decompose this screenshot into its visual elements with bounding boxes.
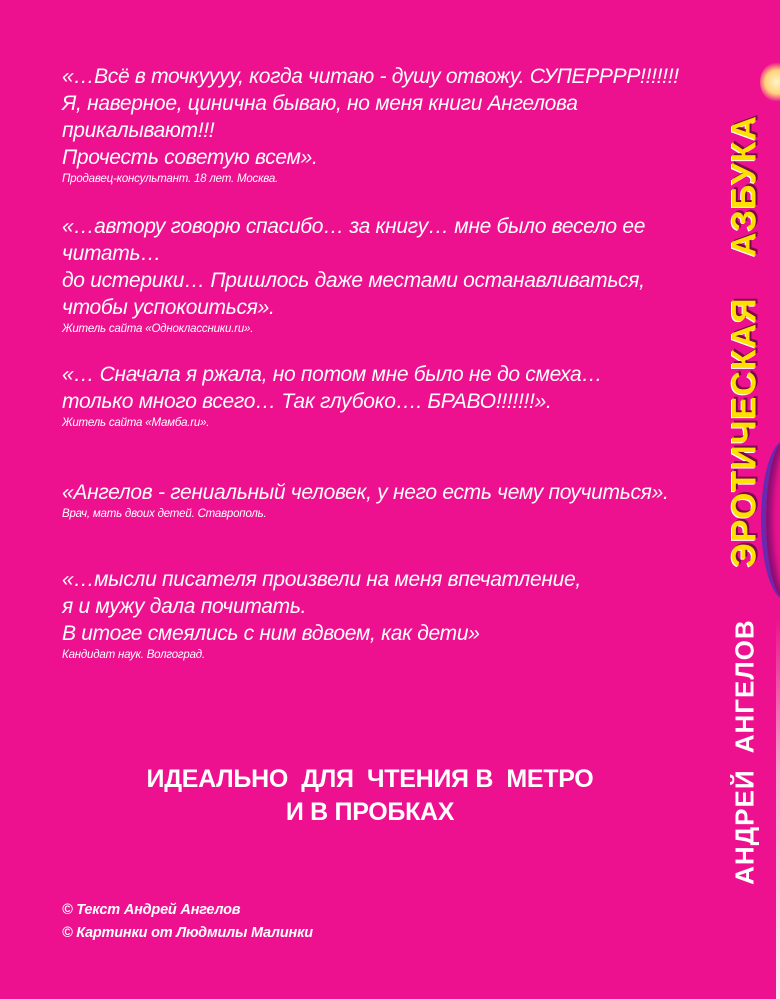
review-quote xyxy=(62,479,702,521)
quote-author: Житель сайта «Мамба.ru». xyxy=(62,417,210,429)
credit-text: © Текст Андрей Ангелов xyxy=(62,902,241,918)
quote-text: «…мысли писателя произвели на меня впечатление, я и мужу дала почитать. В итоге смеялись с ним вдвоем, как дети» xyxy=(62,568,581,645)
credit-pictures: © Картинки от Людмилы Малинки xyxy=(62,925,313,941)
slogan-line-1: ИДЕАЛЬНО ДЛЯ ЧТЕНИЯ В МЕТРО xyxy=(146,765,594,793)
review-quote xyxy=(62,213,702,336)
quote-text: «… Сначала я ржала, но потом мне было не до смеха… только много всего… Так глубоко…. БРАВО!!!!!!!». xyxy=(62,363,603,413)
quote-author: Кандидат наук. Волгоград. xyxy=(62,649,205,661)
slogan xyxy=(90,763,650,829)
copyright-credits xyxy=(62,899,313,945)
spine-text xyxy=(725,115,764,885)
quote-author: Житель сайта «Одноклассники.ru». xyxy=(62,323,254,335)
review-quote xyxy=(62,361,702,430)
spine-author: АНДРЕЙ АНГЕЛОВ xyxy=(729,618,759,885)
quote-text: «…автору говорю спасибо… за книгу… мне было весело ее читать… до истерики… Пришлось даже местами останавливаться, чтобы успокоиться». xyxy=(62,215,646,319)
slogan-line-2: И В ПРОБКАХ xyxy=(285,798,455,826)
quote-author: Продавец-консультант. 18 лет. Москва. xyxy=(62,173,279,185)
quote-author: Врач, мать двоих детей. Ставрополь. xyxy=(62,508,267,520)
spine-title: ЭРОТИЧЕСКАЯ АЗБУКА xyxy=(725,114,763,567)
quote-text: «Ангелов - гениальный человек, у него есть чему поучиться». xyxy=(62,481,669,504)
book-spine xyxy=(709,0,780,999)
review-quote xyxy=(62,566,702,662)
quote-text: «…Всё в точкуууу, когда читаю - душу отвожу. СУПЕРРРР!!!!!!! Я, наверное, цинична бываю, но меня книги Ангелова прикалывают!!! Прочесть советую всем». xyxy=(62,65,679,169)
review-quote xyxy=(62,63,702,186)
